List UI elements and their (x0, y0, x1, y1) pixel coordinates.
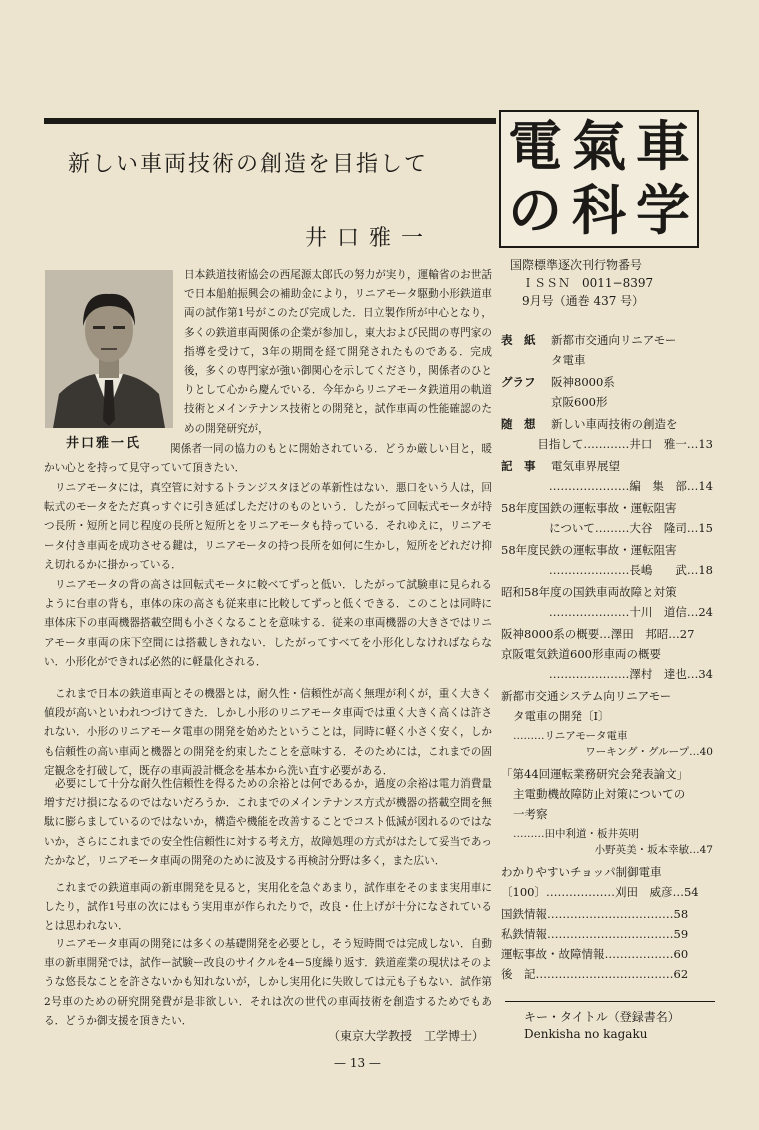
toc-text: ………リニアモータ電車 (513, 730, 628, 742)
issn-block (510, 256, 653, 310)
toc-text: 58年度国鉄の運転事故・運転阻害 (501, 501, 677, 515)
issn-caption: 国際標準逐次刊行物番号 (510, 258, 643, 272)
toc-text: について………大谷 隆司…15 (549, 521, 713, 535)
toc-text: 〔100〕………………刈田 威彦…54 (501, 885, 699, 899)
issue-number: 9月号（通巻 437 号） (522, 294, 645, 308)
toc-text: ………田中利道・板井英明 (513, 828, 639, 840)
article-paragraph-1: 日本鉄道技術協会の西尾源太郎氏の努力が実り，運輸省のお世話で日本船舶振興会の補助金により，リニアモータ駆動小形鉄道車両の試作第1号がこのたび完成した．日立製作所が中心となり，多くの鉄道車両関係の企業が参加し，東大および民間の専門家の指導を受けて，3年の期間を経て開発されたものである．完成後，多くの専門家が強い御関心を示してくださり，関係者のひとりとして心から慶んでいる．今年からリニアモータ鉄道用の軌道技術とメインテナンス技術との開発と，試作車両の性能確認のための開発研究が， (184, 269, 492, 435)
article-paragraph-7: リニアモータ車両の開発には多くの基礎開発を必要とし，そう短時間では完成しない．自動車の新車開発では，試作ー試験ー改良のサイクルを4ー5度繰り返す．鉄道産業の現状はそのような悠長なことを許さないかも知れないが，しかし実用化に失敗しては元も子もない．試作第2号車のための研究開発費が是非欲しい．それは次の世代の車両技術を創造するためでもある．どうか御支援を頂きたい． (44, 938, 492, 1027)
key-title-rule (505, 1001, 715, 1002)
toc-text: 目指して…………井口 雅一…13 (537, 437, 713, 451)
masthead-char: 学 (636, 178, 690, 242)
article-paragraph-2: リニアモータには，真空管に対するトランジスタほどの革新性はない．悪口をいう人は，回転式のモータをただ真っすぐに引き延ばしただけのものという．したがって回転式モータが持つ長所・短所と同じ程度の長所と短所とをリニアモータも持っている．それゆえに，リニアモータ付き車両を成功させる鍵は，リニアモータの持つ長所を如何に生かし，短所をどれだけ抑え切れるかに掛かっている． (44, 482, 492, 571)
issn-number: ＩＳＳＮ 0011−8397 (522, 276, 654, 290)
toc-text: 小野英美・坂本幸敏…47 (594, 844, 713, 856)
toc-text: タ電車 (551, 353, 586, 367)
toc-text: タ電車の開発〔Ⅰ〕 (513, 709, 610, 723)
toc-text: 電気車界展望 (551, 459, 620, 473)
toc-text: …………………十川 道信…24 (548, 605, 713, 619)
masthead-char: 科 (572, 178, 626, 242)
toc-text: 「第44回運転業務研究会発表論文」 (501, 767, 689, 781)
article-paragraph-6: これまでの鉄道車両の新車開発を見ると，実用化を急ぐあまり，試作車をそのまま実用車にしたり，試作1号車の次にはもう実用車が作られたりで，改良・仕上げが十分になされているとは思われない． (44, 882, 492, 933)
toc-text: …………………長嶋 武…18 (548, 563, 713, 577)
toc-label: グラフ (501, 375, 536, 389)
toc-text: ワーキング・グループ…40 (585, 746, 713, 758)
toc-text: 58年度民鉄の運転事故・運転阻害 (501, 543, 677, 557)
toc-text: 新都市交通システム向リニアモー (501, 689, 672, 703)
article-paragraph-5: 必要にして十分な耐久性信頼性を得るための余裕とは何であるか，過度の余裕は電力消費量増すだけ損になるのではないだろうか．これまでのメインテナンス方式が機器の搭載空間を無駄に膨らましているのではないか，構造や機能を改善することでコスト低減が図れるのではないか，さらにこれまでの安全性信頼性に対する考え方，故障処理の方式がはたして妥当であったかなど，リニアモータ車両の開発のために波及する再検討分野は多く，また広い． (44, 778, 492, 867)
toc-text: 昭和58年度の国鉄車両故障と対策 (501, 585, 677, 599)
toc-text: 一考察 (513, 807, 548, 821)
photo-caption: 井口雅一氏 (66, 436, 142, 451)
toc-text: 京阪600形 (551, 395, 608, 409)
toc-text: …………………澤村 達也…34 (548, 667, 713, 681)
magazine-masthead (499, 110, 699, 248)
toc-text: …………………編 集 部…14 (548, 479, 713, 493)
toc-text: 運転事故・故障情報………………60 (501, 947, 689, 961)
article-paragraph-4: これまで日本の鉄道車両とその機器とは，耐久性・信頼性が高く無理が利くが，重く大きく値段が高いといわれつづけてきた．しかし小形のリニアモータ車両では重く大きく高くは許されない．小形のリニアモータ電車の開発を始めたということは，同時に軽く小さく安く，しかも信頼性の高い車両と機器との開発を約束したことを意味する．そのためには，これまでの固定観念を打破して，既存の車両設計概念を基本から洗い直す必要がある． (44, 688, 492, 777)
toc-text: 後 記………………………………62 (501, 967, 689, 981)
key-title-label: キー・タイトル（登録書名） (524, 1010, 680, 1024)
toc-text: 京阪電気鉄道600形車両の概要 (501, 647, 661, 661)
article-author: 井口雅一 (305, 226, 434, 251)
toc-label: 随 想 (501, 417, 536, 431)
toc-label: 記 事 (501, 459, 536, 473)
author-photo (45, 270, 173, 428)
author-affiliation: （東京大学教授 工学博士） (328, 1029, 485, 1043)
article-title: 新しい車両技術の創造を目指して (68, 152, 429, 177)
header-rule (44, 118, 496, 124)
article-paragraph-1-cont: 関係者一同の協力のもとに開始されている．どうか厳しい目と，暖かい心とを持って見守っていて頂きたい． (44, 443, 492, 475)
key-title-value: Denkisha no kagaku (524, 1027, 648, 1041)
masthead-char: 車 (636, 114, 690, 178)
toc-text: 阪神8000系の概要…澤田 邦昭…27 (501, 627, 695, 641)
toc-text: 主電動機故障防止対策についての (513, 787, 686, 801)
toc-text: 私鉄情報……………………………59 (501, 927, 689, 941)
toc-text: 新都市交通向リニアモー (551, 333, 677, 347)
masthead-char: 氣 (572, 114, 626, 178)
page-number: — 13 — (334, 1056, 381, 1070)
masthead-char: 電 (508, 114, 562, 178)
masthead-char: の (508, 178, 562, 242)
toc-text: 国鉄情報……………………………58 (501, 907, 689, 921)
article-paragraph-3: リニアモータの背の高さは回転式モータに較べてずっと低い．したがって試験車に見られるように台車の背も，車体の床の高さも従来車に比較してずっと低くできる．このことは同時に車体床下の車両機器搭載空間も小さくなることを意味する．従来の車両機器の大きさではリニアモータ車両の床下空間には搭載しきれない．したがってすべてを小形化しなければならない．小形化ができれば必然的に軽量化される． (44, 579, 492, 668)
toc-text: 新しい車両技術の創造を (551, 417, 678, 431)
toc-label: 表 紙 (501, 333, 536, 347)
toc-text: わかりやすいチョッパ制御電車 (501, 865, 662, 879)
toc-text: 阪神8000系 (551, 375, 615, 389)
